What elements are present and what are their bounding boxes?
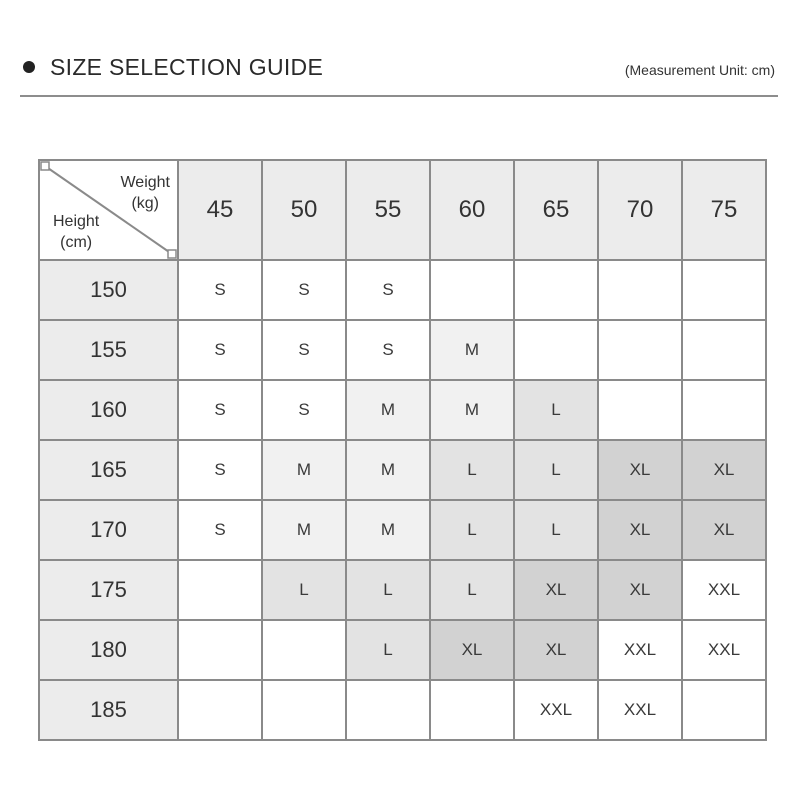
weight-unit-text: (kg) (131, 195, 160, 212)
size-cell-s: S (262, 380, 346, 440)
size-cell-s: S (178, 500, 262, 560)
size-cell-xl: XL (514, 560, 598, 620)
size-cell-m: M (430, 320, 514, 380)
size-cell-xl: XL (430, 620, 514, 680)
size-cell-empty (430, 260, 514, 320)
size-cell-m: M (346, 380, 430, 440)
size-cell-empty (682, 680, 766, 740)
weight-label-text: Weight (120, 174, 170, 191)
table-row (39, 500, 766, 560)
size-cell-l: L (514, 440, 598, 500)
height-axis-label (53, 211, 99, 253)
height-header-150: 150 (39, 260, 178, 320)
weight-header-75: 75 (682, 160, 766, 260)
header-divider (20, 95, 778, 97)
weight-header-row (39, 160, 766, 260)
size-cell-empty (262, 680, 346, 740)
size-cell-l: L (262, 560, 346, 620)
size-cell-xl: XL (598, 560, 682, 620)
table-row (39, 440, 766, 500)
size-cell-s: S (178, 440, 262, 500)
table-row (39, 680, 766, 740)
height-header-175: 175 (39, 560, 178, 620)
size-cell-xl: XL (682, 440, 766, 500)
size-cell-s: S (178, 380, 262, 440)
table-row (39, 380, 766, 440)
size-cell-m: M (262, 440, 346, 500)
size-cell-m: M (262, 500, 346, 560)
table-row (39, 260, 766, 320)
table-row (39, 320, 766, 380)
size-chart-table (38, 159, 767, 741)
measurement-unit-note: (Measurement Unit: cm) (624, 62, 775, 78)
size-cell-xl: XL (514, 620, 598, 680)
size-cell-l: L (430, 500, 514, 560)
size-cell-empty (262, 620, 346, 680)
size-cell-l: L (346, 560, 430, 620)
size-cell-empty (514, 260, 598, 320)
weight-header-65: 65 (514, 160, 598, 260)
height-label-text: Height (53, 213, 100, 230)
weight-header-70: 70 (598, 160, 682, 260)
size-cell-m: M (346, 440, 430, 500)
height-header-160: 160 (39, 380, 178, 440)
size-cell-l: L (514, 380, 598, 440)
height-header-165: 165 (39, 440, 178, 500)
size-cell-s: S (346, 320, 430, 380)
size-cell-empty (346, 680, 430, 740)
size-cell-s: S (262, 320, 346, 380)
size-cell-empty (682, 380, 766, 440)
size-cell-xxl: XXL (598, 620, 682, 680)
size-chart-body (39, 260, 766, 740)
size-cell-s: S (178, 260, 262, 320)
corner-header-cell (39, 160, 178, 260)
size-cell-l: L (430, 560, 514, 620)
size-cell-empty (598, 260, 682, 320)
size-cell-s: S (178, 320, 262, 380)
weight-header-45: 45 (178, 160, 262, 260)
weight-header-60: 60 (430, 160, 514, 260)
height-unit-text: (cm) (60, 234, 93, 251)
page-title: SIZE SELECTION GUIDE (50, 54, 324, 80)
title-bullet-icon (23, 61, 35, 73)
size-cell-xxl: XXL (514, 680, 598, 740)
size-cell-empty (178, 560, 262, 620)
height-header-170: 170 (39, 500, 178, 560)
size-cell-m: M (430, 380, 514, 440)
weight-header-55: 55 (346, 160, 430, 260)
size-cell-empty (178, 620, 262, 680)
size-cell-xl: XL (598, 500, 682, 560)
table-row (39, 620, 766, 680)
size-cell-empty (514, 320, 598, 380)
weight-axis-label (120, 172, 170, 214)
size-cell-empty (682, 320, 766, 380)
size-cell-l: L (346, 620, 430, 680)
size-cell-xl: XL (598, 440, 682, 500)
size-cell-xxl: XXL (682, 560, 766, 620)
size-cell-xl: XL (682, 500, 766, 560)
size-cell-empty (178, 680, 262, 740)
height-header-185: 185 (39, 680, 178, 740)
size-cell-empty (598, 320, 682, 380)
size-cell-l: L (430, 440, 514, 500)
size-cell-m: M (346, 500, 430, 560)
size-cell-s: S (262, 260, 346, 320)
height-header-180: 180 (39, 620, 178, 680)
size-cell-xxl: XXL (598, 680, 682, 740)
size-cell-l: L (514, 500, 598, 560)
size-cell-s: S (346, 260, 430, 320)
size-cell-empty (598, 380, 682, 440)
size-cell-empty (682, 260, 766, 320)
height-header-155: 155 (39, 320, 178, 380)
table-row (39, 560, 766, 620)
size-cell-empty (430, 680, 514, 740)
size-cell-xxl: XXL (682, 620, 766, 680)
weight-header-50: 50 (262, 160, 346, 260)
